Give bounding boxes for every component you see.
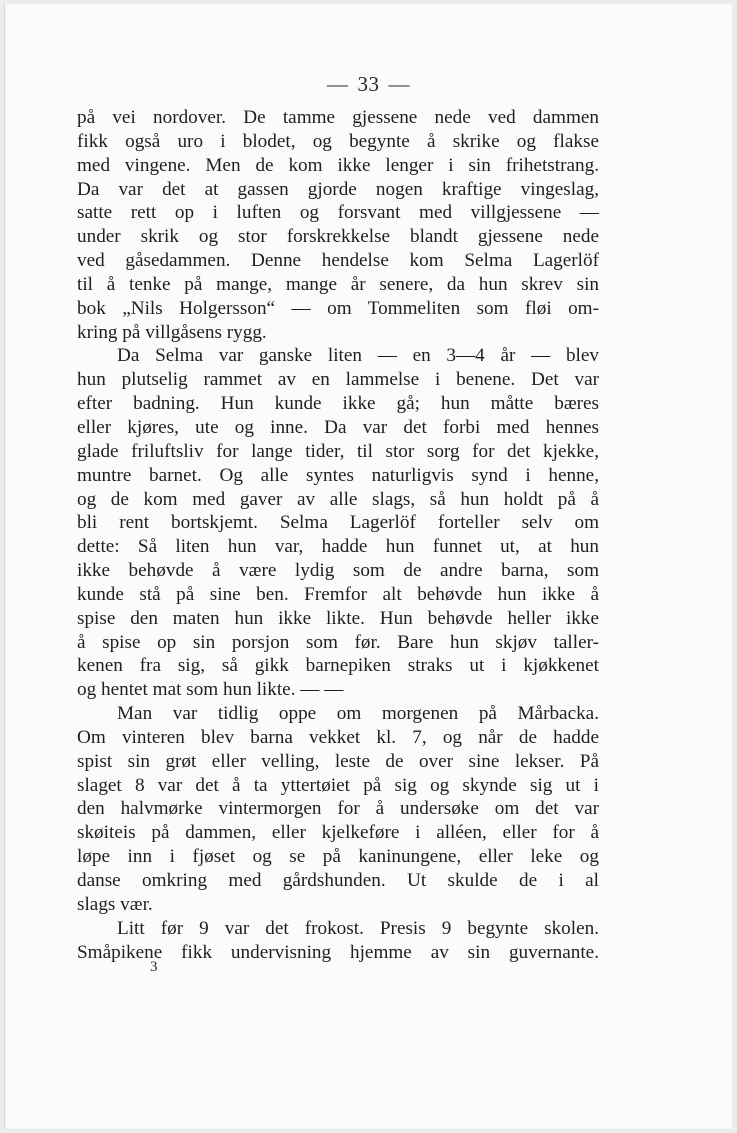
text-line: bok „Nils Holgersson“ — om Tommeliten som fløi om- xyxy=(77,297,599,319)
text-line: fikk også uro i blodet, og begynte å skrike og flakse xyxy=(77,130,599,152)
text-line: slaget 8 var det å ta yttertøiet på sig og skynde sig ut i xyxy=(77,774,599,796)
text-line: danse omkring med gårdshunden. Ut skulde de i al xyxy=(77,870,599,891)
paragraph xyxy=(77,702,599,917)
page-number-value: 33 xyxy=(357,72,380,96)
text-line: å spise op sin porsjon som før. Bare hun skjøv taller- xyxy=(77,631,599,653)
text-line: spist sin grøt eller velling, leste de over sine lekser. På xyxy=(77,750,599,772)
text-line: glade friluftsliv for lange tider, til stor sorg for det kjekke, xyxy=(77,440,599,462)
text-line: spise den maten hun ikke likte. Hun behøvde heller ikke xyxy=(77,607,599,629)
text-line: løpe inn i fjøset og se på kaninungene, eller leke og xyxy=(77,846,599,868)
page-number: — 33 — xyxy=(327,72,410,96)
text-line: skøiteis på dammen, eller kjelkeføre i alléen, eller for å xyxy=(77,822,599,844)
body-text xyxy=(77,106,599,964)
text-line: Småpikene fikk undervisning hjemme av sin guvernante. xyxy=(77,941,599,963)
paragraph xyxy=(77,106,599,344)
signature-mark: 3 xyxy=(150,959,158,975)
text-line: eller kjøres, ute og inne. Da var det forbi med hennes xyxy=(77,416,599,438)
text-line: kring på villgåsens rygg. xyxy=(77,321,267,343)
text-line: efter badning. Hun kunde ikke gå; hun måtte bæres xyxy=(77,393,599,415)
text-line: med vingene. Men de kom ikke lenger i sin frihetstrang. xyxy=(77,154,599,176)
text-line: Litt før 9 var det frokost. Presis 9 begynte skolen. xyxy=(117,917,599,939)
text-line: og de kom med gaver av alle slags, så hun holdt på å xyxy=(77,488,599,510)
text-line: ikke behøvde å være lydig som de andre barna, som xyxy=(77,560,599,582)
text-line: satte rett op i luften og forsvant med villgjessene — xyxy=(77,202,599,224)
text-line: og hentet mat som hun likte. — — xyxy=(77,679,344,701)
text-line: kunde stå på sine ben. Fremfor alt behøvde hun ikke å xyxy=(77,583,599,605)
text-line: Da Selma var ganske liten — en 3—4 år — blev xyxy=(117,345,599,367)
text-line: under skrik og stor forskrekkelse blandt gjessene nede xyxy=(77,226,599,248)
text-line: bli rent bortskjemt. Selma Lagerlöf forteller selv om xyxy=(77,512,599,534)
text-line: ved gåsedammen. Denne hendelse kom Selma Lagerlöf xyxy=(77,250,599,272)
book-page xyxy=(4,4,732,1129)
text-line: den halvmørke vintermorgen for å undersøke om det var xyxy=(77,798,599,820)
paragraph xyxy=(77,917,599,965)
text-line: muntre barnet. Og alle syntes naturligvis synd i henne, xyxy=(77,464,599,486)
text-line: dette: Så liten hun var, hadde hun funnet ut, at hun xyxy=(77,536,599,558)
text-line: kenen fra sig, så gikk barnepiken straks ut i kjøkkenet xyxy=(77,655,599,677)
text-line: Da var det at gassen gjorde nogen kraftige vingeslag, xyxy=(77,178,599,200)
text-line: slags vær. xyxy=(77,893,153,915)
text-line: Man var tidlig oppe om morgenen på Mårbacka. xyxy=(117,703,599,725)
text-line: Om vinteren blev barna vekket kl. 7, og når de hadde xyxy=(77,726,599,748)
text-line: hun plutselig rammet av en lammelse i benene. Det var xyxy=(77,369,599,391)
text-line: til å tenke på mange, mange år senere, da hun skrev sin xyxy=(77,273,599,295)
text-line: på vei nordover. De tamme gjessene nede ved dammen xyxy=(77,107,599,128)
paragraph xyxy=(77,344,599,702)
